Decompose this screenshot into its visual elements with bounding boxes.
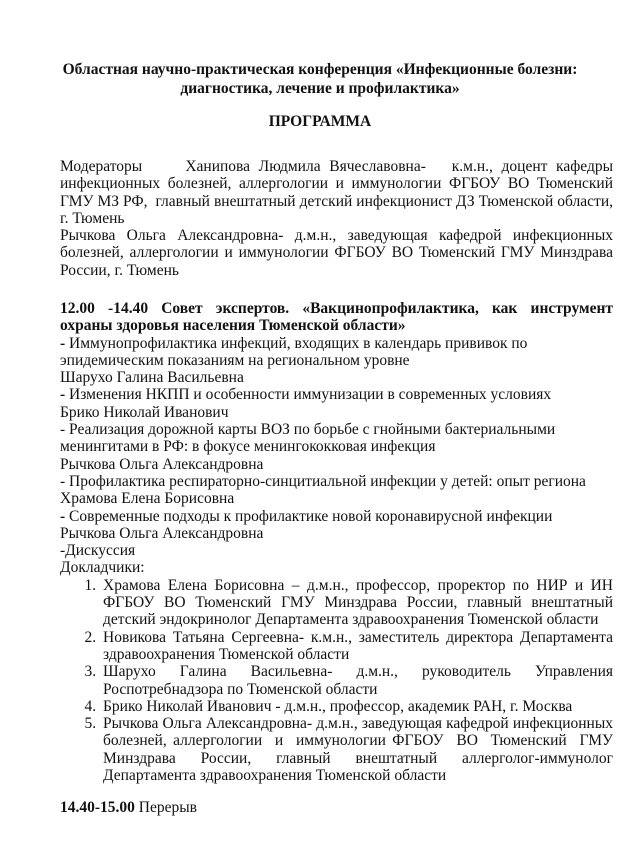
session-line: Рычкова Ольга Александровна (60, 455, 264, 473)
session-line: Храмова Елена Борисовна (60, 490, 235, 508)
title-line-2: диагностика, лечение и профилактика» (180, 80, 460, 97)
break-section (60, 799, 613, 816)
session-line: - Профилактика респираторно-синцитиальной инфекции у детей: опыт региона (60, 472, 586, 490)
speaker-item: 5. Рычкова Ольга Александровна- д.м.н., заведующая кафедрой инфекционных болезней, аллергологии и иммунологии ФГБОУ ВО Тюменский ГМУ Минздрава России, главный внештатный аллерголог-иммунолог Департамента здравоохранения Тюменской области (100, 715, 613, 784)
session-line: Шарухо Галина Васильевна (60, 369, 244, 387)
session-line: Брико Николай Иванович (60, 403, 229, 421)
speakers-label: Докладчики: (60, 559, 145, 577)
session-line: - Иммунопрофилактика инфекций, входящих в календарь прививок по (60, 334, 528, 352)
session-title: Совет экспертов. «Вакцинопрофилактика, как инструмент охраны здоровья населения Тюменской области» (60, 300, 614, 335)
speaker-item: 3. Шарухо Галина Васильевна- д.м.н., руководитель Управления Роспотребнадзора по Тюменской области (100, 663, 613, 698)
session-line: эпидемическим показаниям на региональном уровне (60, 351, 410, 369)
session-line: - Изменения НКПП и особенности иммунизации в современных условиях (60, 386, 552, 404)
speaker-item: 1. Храмова Елена Борисовна – д.м.н., профессор, проректор по НИР и ИН ФГБОУ ВО Тюменский ГМУ Минздрава России, главный внештатный детский эндокринолог Департамента здравоохранения Тюменской области (100, 577, 613, 629)
speaker-item: 4. Брико Николай Иванович - д.м.н., профессор, академик РАН, г. Москва (100, 698, 613, 715)
break-label: Перерыв (138, 799, 197, 816)
session-line: -Дискуссия (60, 542, 136, 560)
session-line: Рычкова Ольга Александровна (60, 524, 264, 542)
session-line: - Современные подходы к профилактике новой коронавирусной инфекции (60, 507, 553, 525)
speaker-item: 2. Новикова Татьяна Сергеевна- к.м.н., заместитель директора Департамента здравоохранения Тюменской области (100, 629, 613, 664)
session-line: - Реализация дорожной карты ВОЗ по борьбе с гнойными бактериальными (60, 421, 556, 439)
moderator-2: Рычкова Ольга Александровна- д.м.н., заведующая кафедрой инфекционных болезней, аллергологии и иммунологии ФГБОУ ВО Тюменский ГМУ Минздрава России, г. Тюмень (60, 227, 613, 279)
speakers-list (60, 576, 617, 785)
moderators-section (60, 158, 617, 279)
title-line-1: Областная научно-практическая конференция «Инфекционные болезни: (62, 61, 578, 78)
session-line: менингитами в РФ: в фокусе менингококковая инфекция (60, 438, 436, 456)
break-time: 14.40-15.00 (60, 799, 135, 816)
session-header (60, 300, 613, 335)
session-section (60, 300, 617, 785)
moderator-1: Модераторы Ханипова Людмила Вячеславовна- к.м.н., доцент кафедры инфекционных болезней, аллергологии и иммунологии ФГБОУ ВО Тюменский ГМУ МЗ РФ, главный внештатный детский инфекционист ДЗ Тюменской области, г. Тюмень (60, 158, 617, 227)
conference-title (60, 60, 580, 98)
program-heading: ПРОГРАММА (268, 113, 372, 130)
session-time: 12.00 -14.40 (60, 300, 149, 317)
